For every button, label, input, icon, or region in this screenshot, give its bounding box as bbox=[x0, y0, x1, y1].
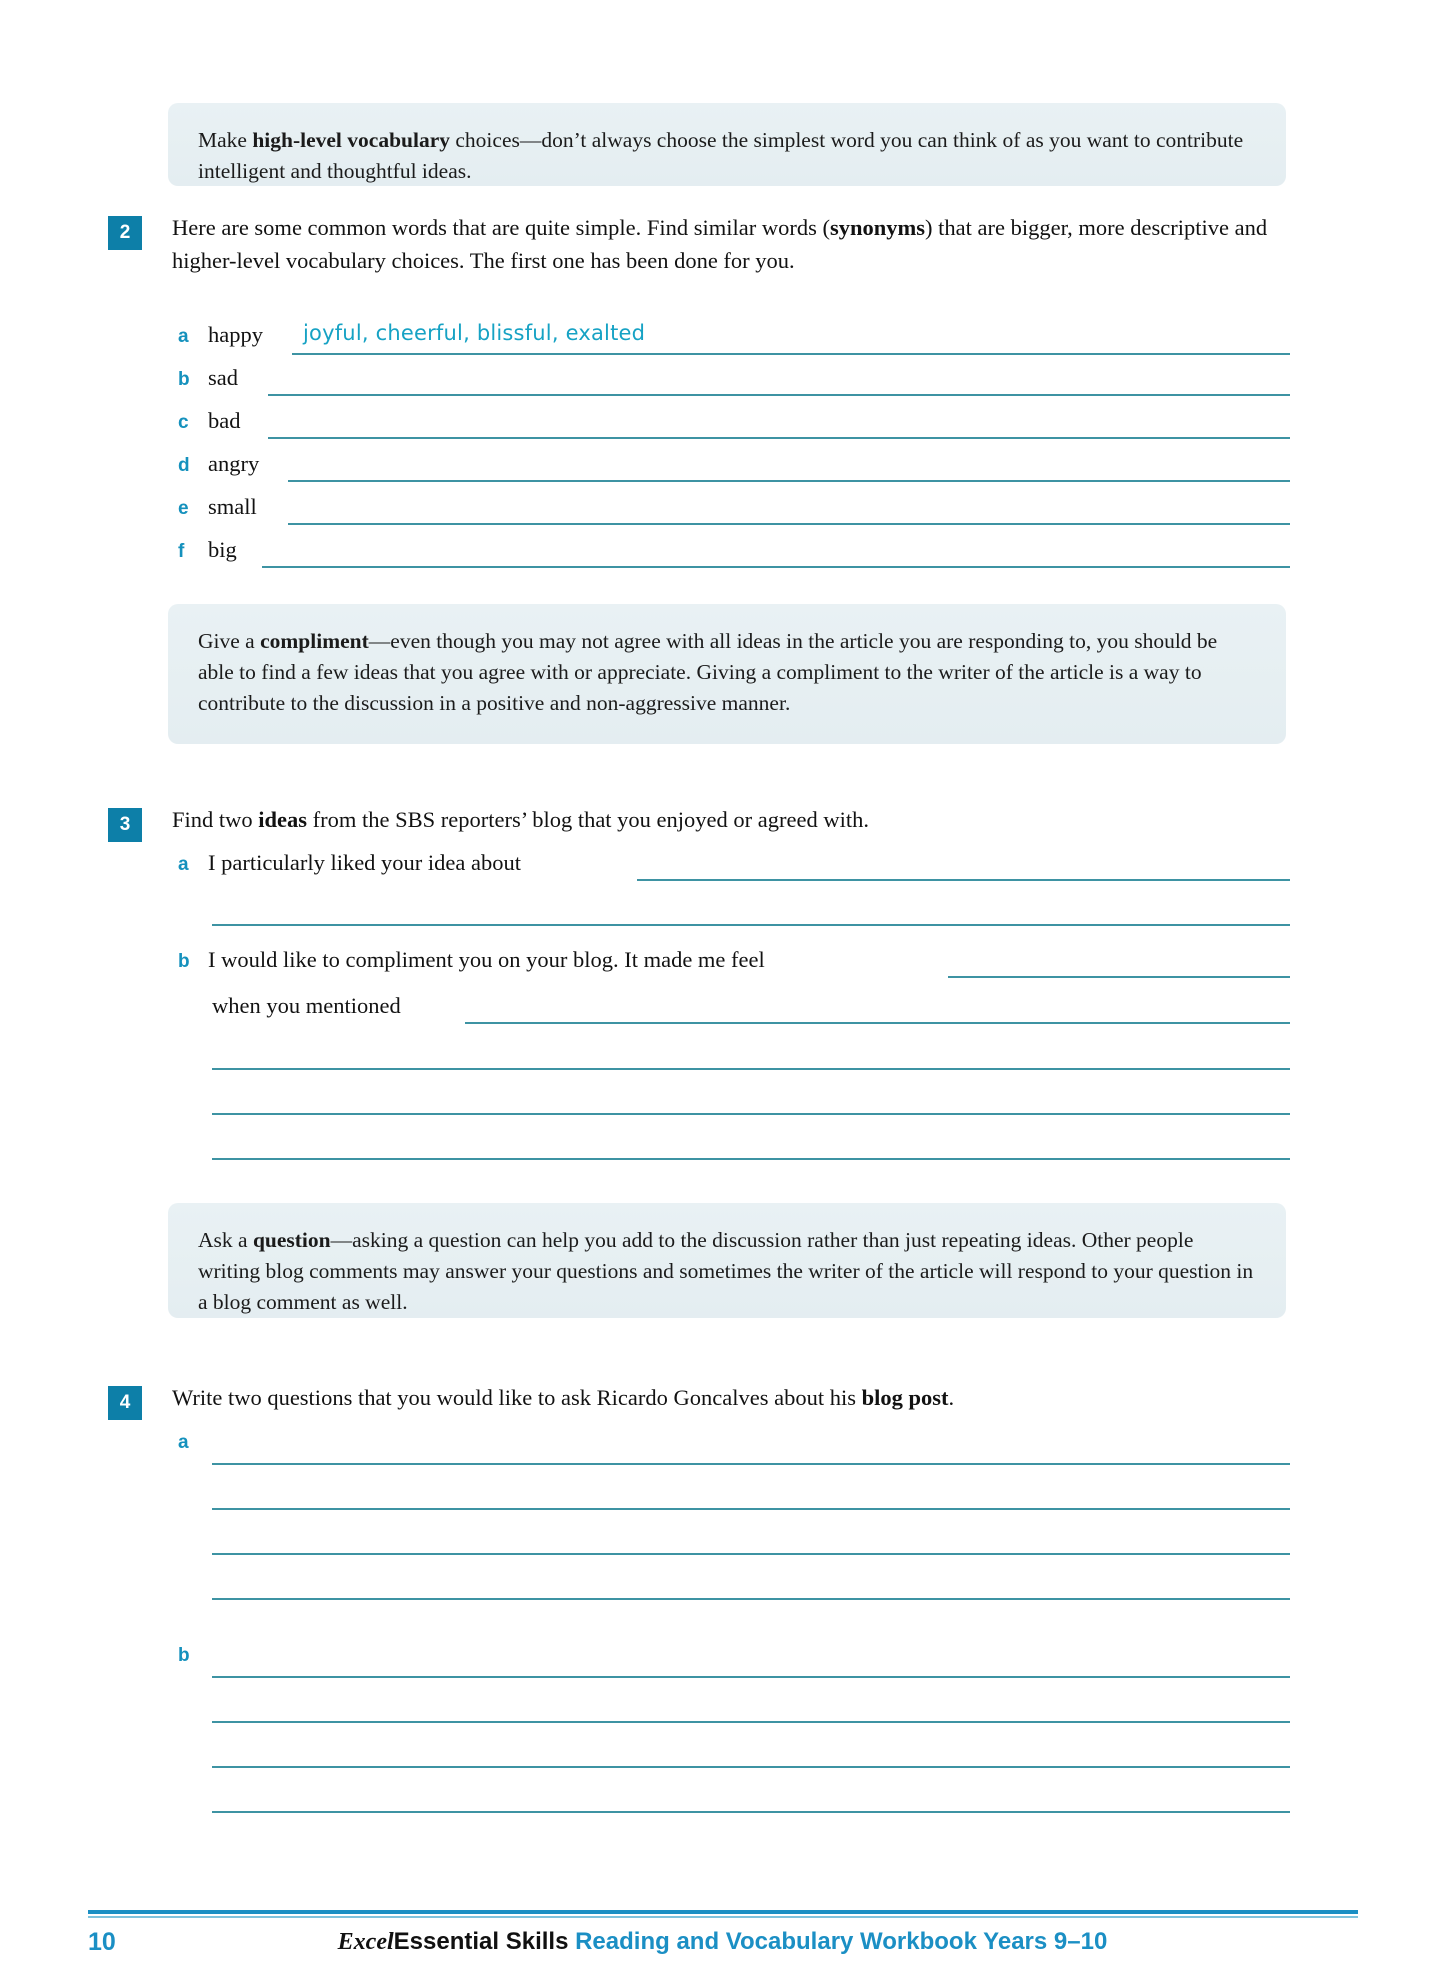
question-2-text bbox=[172, 211, 1294, 277]
answer-line-2c[interactable] bbox=[268, 437, 1290, 439]
list-letter-2d: d bbox=[178, 455, 190, 476]
answer-line-4a-4[interactable] bbox=[212, 1598, 1290, 1600]
q3-part2: from the SBS reporters’ blog that you enjoyed or agreed with. bbox=[307, 807, 869, 832]
list-letter-3a: a bbox=[178, 854, 189, 875]
answer-line-4b-3[interactable] bbox=[212, 1766, 1290, 1768]
tip-lead: Ask a bbox=[198, 1228, 253, 1252]
question-4-text bbox=[172, 1381, 1294, 1414]
answer-line-2e[interactable] bbox=[288, 523, 1290, 525]
list-prompt-2e: small bbox=[208, 494, 257, 519]
answer-line-3b-1[interactable] bbox=[948, 976, 1290, 978]
tip-keyword: question bbox=[252, 1228, 331, 1252]
q4-part2: . bbox=[948, 1385, 955, 1410]
q3-part1: Find two bbox=[172, 807, 259, 832]
footer-divider bbox=[88, 1910, 1358, 1914]
answer-line-4b-2[interactable] bbox=[212, 1721, 1290, 1723]
list-prompt-3b: I would like to compliment you on your blog. It made me feel bbox=[208, 947, 765, 972]
list-letter-2c: c bbox=[178, 412, 189, 433]
tip-body: choices—don’t always choose the simplest word you can think of as you want to contribute intelligent and thoughtful ideas. bbox=[198, 128, 1244, 183]
answer-line-2d[interactable] bbox=[288, 480, 1290, 482]
list-prompt-3a: I particularly liked your idea about bbox=[208, 850, 522, 875]
answer-line-3b-3[interactable] bbox=[212, 1068, 1290, 1070]
answer-line-4b-4[interactable] bbox=[212, 1811, 1290, 1813]
tip-keyword: compliment bbox=[260, 629, 369, 653]
answer-line-2a[interactable] bbox=[292, 353, 1290, 355]
footer-brand-italic: Excel bbox=[337, 1929, 394, 1955]
answer-line-2b[interactable] bbox=[268, 394, 1290, 396]
list-prompt-2f: big bbox=[208, 537, 237, 562]
tip-box-question bbox=[168, 1203, 1286, 1318]
list-prompt-3b-cont: when you mentioned bbox=[212, 993, 401, 1018]
answer-line-4b-1[interactable] bbox=[212, 1676, 1290, 1678]
q2-part2: ) that are bigger, more descriptive and higher-level vocabulary choices. The first one has been done for you. bbox=[172, 215, 1268, 273]
tip-box-compliment-text bbox=[198, 626, 1256, 719]
footer-brand-rest: Essential Skills bbox=[393, 1928, 569, 1955]
list-letter-2a: a bbox=[178, 326, 189, 347]
tip-box-compliment bbox=[168, 604, 1286, 744]
tip-box-question-text bbox=[198, 1225, 1256, 1318]
q2-part1: Here are some common words that are quite simple. Find similar words ( bbox=[172, 215, 830, 240]
list-prompt-2d: angry bbox=[208, 451, 260, 476]
question-number-4: 4 bbox=[108, 1386, 142, 1420]
tip-lead: Give a bbox=[198, 629, 261, 653]
list-letter-3b: b bbox=[178, 951, 190, 972]
answer-line-3b-4[interactable] bbox=[212, 1113, 1290, 1115]
q4-part1: Write two questions that you would like to ask Ricardo Goncalves about his bbox=[172, 1385, 862, 1410]
list-letter-4a: a bbox=[178, 1432, 189, 1453]
answer-line-3b-5[interactable] bbox=[212, 1158, 1290, 1160]
tip-box-vocabulary-text bbox=[198, 125, 1256, 187]
answer-line-3b-2[interactable] bbox=[465, 1022, 1290, 1024]
answer-line-3a-1[interactable] bbox=[637, 879, 1290, 881]
tip-keyword: high-level vocabulary bbox=[252, 128, 451, 152]
tip-body: —even though you may not agree with all ideas in the article you are responding to, you should be able to find a few ideas that you agree with or appreciate. Giving a compliment to the writer of the article is a way to contribute to the discussion in a positive and non-aggressive manner. bbox=[198, 629, 1218, 715]
tip-lead: Make bbox=[198, 128, 253, 152]
footer-divider-light bbox=[88, 1916, 1358, 1918]
list-letter-4b: b bbox=[178, 1645, 190, 1666]
question-3-text bbox=[172, 803, 1294, 836]
list-letter-2e: e bbox=[178, 498, 189, 519]
question-number-2: 2 bbox=[108, 216, 142, 250]
footer-title bbox=[0, 1928, 1445, 1956]
answer-line-4a-1[interactable] bbox=[212, 1463, 1290, 1465]
answer-line-3a-2[interactable] bbox=[212, 924, 1290, 926]
list-prompt-2a: happy bbox=[208, 322, 263, 347]
list-letter-2b: b bbox=[178, 369, 190, 390]
answer-line-4a-2[interactable] bbox=[212, 1508, 1290, 1510]
q3-keyword: ideas bbox=[258, 807, 308, 832]
answer-line-2f[interactable] bbox=[262, 566, 1290, 568]
page-number: 10 bbox=[88, 1928, 116, 1956]
footer-book-title: Reading and Vocabulary Workbook Years 9–10 bbox=[575, 1928, 1108, 1955]
tip-box-vocabulary bbox=[168, 103, 1286, 186]
question-number-3: 3 bbox=[108, 808, 142, 842]
answer-2a[interactable]: joyful, cheerful, blissful, exalted bbox=[303, 321, 646, 345]
list-letter-2f: f bbox=[178, 541, 185, 562]
q4-keyword: blog post bbox=[861, 1385, 949, 1410]
tip-body: —asking a question can help you add to the discussion rather than just repeating ideas. Other people writing blog comments may answer your questions and sometimes the writer of the article will respond to your question in a blog comment as well. bbox=[198, 1228, 1254, 1314]
answer-line-4a-3[interactable] bbox=[212, 1553, 1290, 1555]
q2-keyword: synonyms bbox=[829, 215, 926, 240]
list-prompt-2c: bad bbox=[208, 408, 241, 433]
list-prompt-2b: sad bbox=[208, 365, 238, 390]
